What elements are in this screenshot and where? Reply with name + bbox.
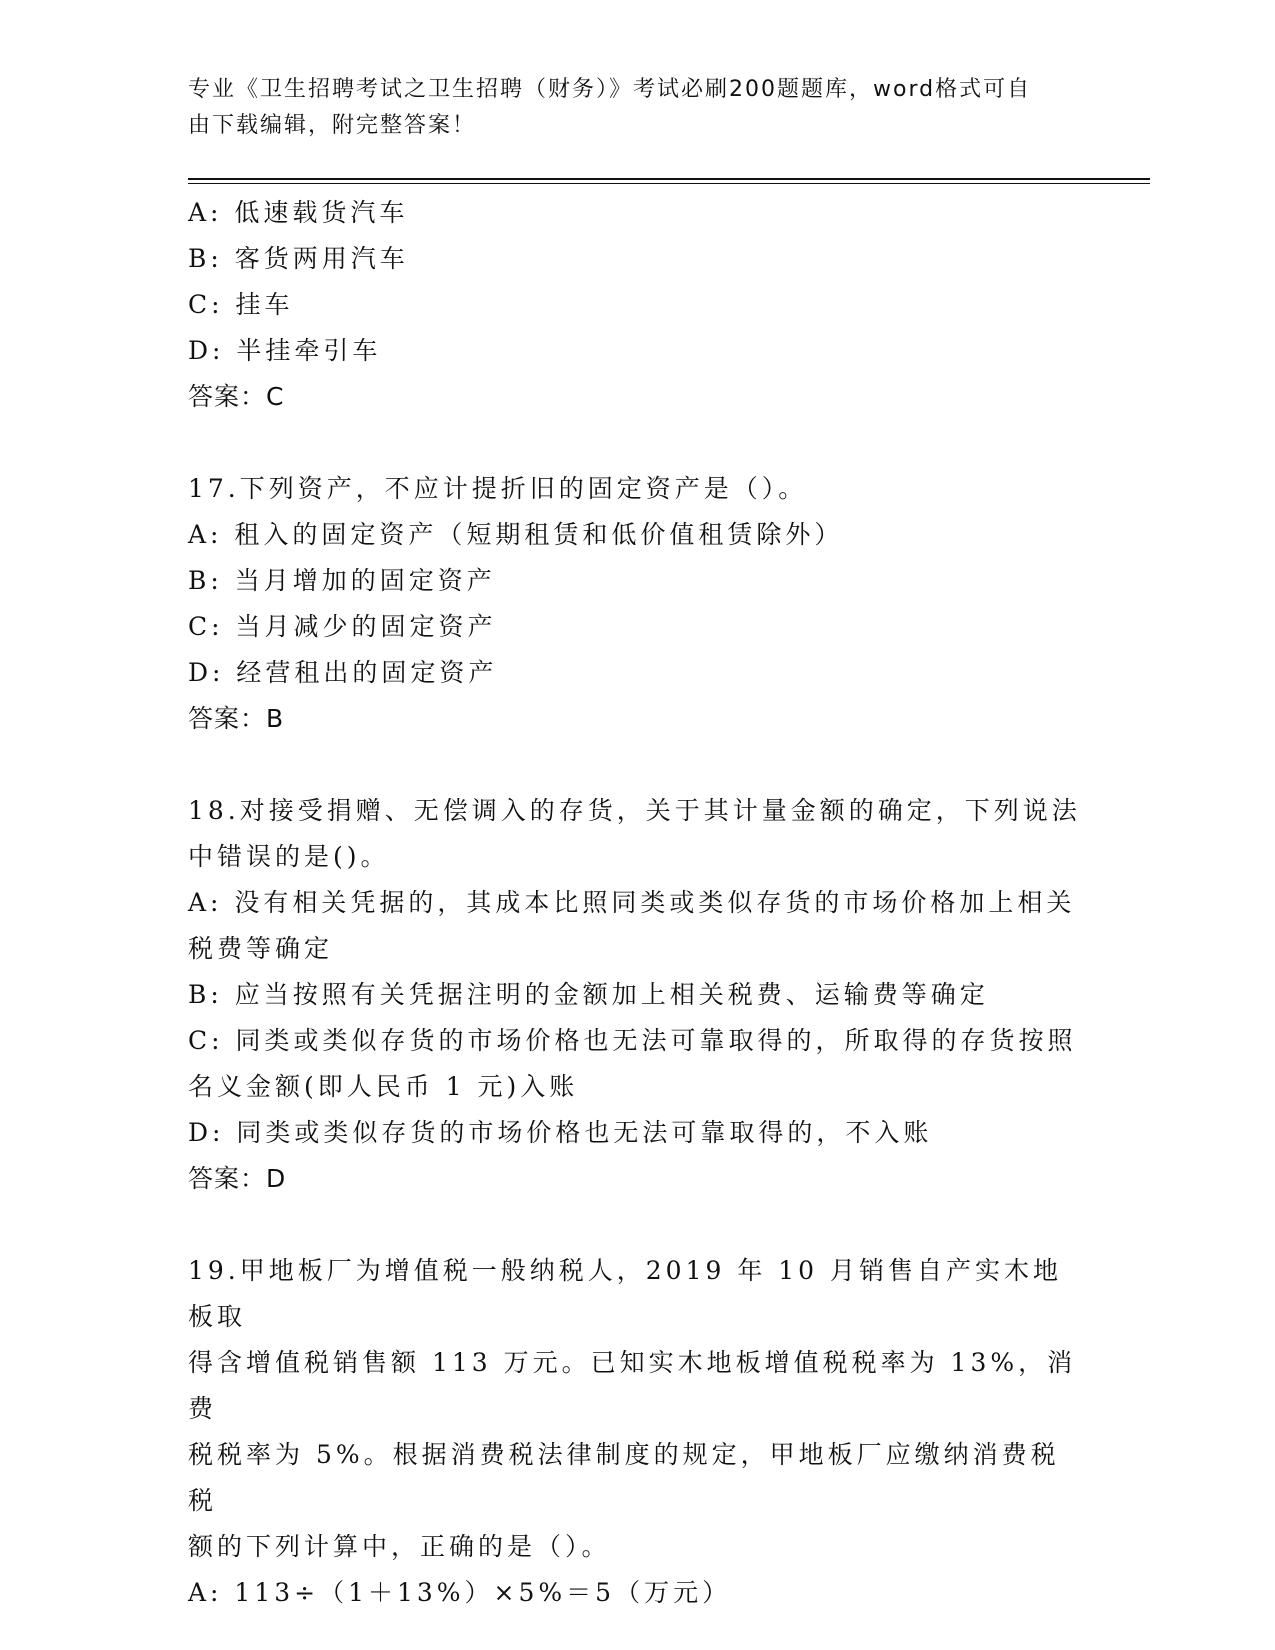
q16-option-c: C: 挂车 <box>188 290 294 319</box>
header-divider-thin <box>188 183 1150 184</box>
q19-stem-line-3: 税税率为 5%。根据消费税法律制度的规定，甲地板厂应缴纳消费税税 <box>188 1440 1060 1515</box>
q19-stem-line-2: 得含增值税销售额 113 万元。已知实木地板增值税税率为 13%，消费 <box>188 1348 1077 1423</box>
header-line-1: 专业《卫生招聘考试之卫生招聘（财务）》考试必刷200题题库，word格式可自 <box>188 77 1032 102</box>
question-content <box>188 190 1088 1616</box>
q16-option-a: A: 低速载货汽车 <box>188 198 409 227</box>
q17-stem: 17.下列资产，不应计提折旧的固定资产是（）。 <box>188 474 808 503</box>
q17-answer: 答案：B <box>188 704 285 733</box>
q16-option-b: B: 客货两用汽车 <box>188 244 409 273</box>
spacer <box>188 742 1088 788</box>
q17-option-b: B: 当月增加的固定资产 <box>188 566 496 595</box>
q19-stem-line-4: 额的下列计算中，正确的是（）。 <box>188 1532 611 1561</box>
document-header <box>188 72 1068 144</box>
q18-stem-line-1: 18.对接受捐赠、无偿调入的存货，关于其计量金额的确定，下列说法 <box>188 796 1081 825</box>
q17-option-c: C: 当月减少的固定资产 <box>188 612 497 641</box>
q16-option-d: D: 半挂牵引车 <box>188 336 382 365</box>
q17-option-d: D: 经营租出的固定资产 <box>188 658 498 687</box>
q16-answer: 答案：C <box>188 382 285 411</box>
q19-stem-line-1: 19.甲地板厂为增值税一般纳税人，2019 年 10 月销售自产实木地板取 <box>188 1256 1063 1331</box>
spacer <box>188 420 1088 466</box>
q18-option-c: C: 同类或类似存货的市场价格也无法可靠取得的，所取得的存货按照 <box>188 1026 1077 1055</box>
q18-answer: 答案：D <box>188 1164 287 1193</box>
q18-option-a: A: 没有相关凭据的，其成本比照同类或类似存货的市场价格加上相关 <box>188 888 1076 917</box>
q18-option-b: B: 应当按照有关凭据注明的金额加上相关税费、运输费等确定 <box>188 980 989 1009</box>
q18-option-d: D: 同类或类似存货的市场价格也无法可靠取得的，不入账 <box>188 1118 933 1147</box>
spacer <box>188 1202 1088 1248</box>
q18-option-a-cont: 税费等确定 <box>188 934 334 963</box>
header-line-2: 由下载编辑，附完整答案！ <box>188 113 477 138</box>
q17-option-a: A: 租入的固定资产（短期租赁和低价值租赁除外） <box>188 520 844 549</box>
q18-option-c-cont: 名义金额(即人民币 1 元)入账 <box>188 1072 579 1101</box>
header-divider-thick <box>188 178 1150 180</box>
q18-stem-line-2: 中错误的是()。 <box>188 842 390 871</box>
q19-option-a: A: 113÷（1＋13%）×5%＝5（万元） <box>188 1578 732 1607</box>
